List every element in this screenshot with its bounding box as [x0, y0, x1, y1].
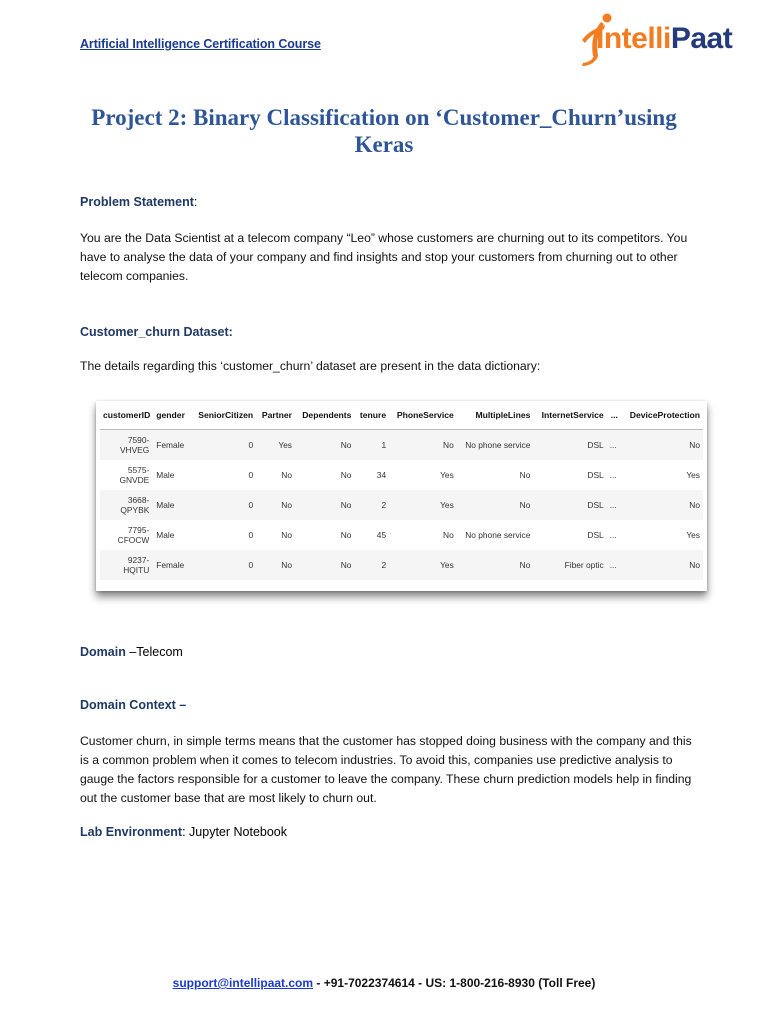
- table-cell: Male: [156, 529, 175, 540]
- lab-environment-line: Lab Environment: Jupyter Notebook: [80, 825, 288, 839]
- table-cell: 7795-CFOCW: [117, 524, 150, 545]
- footer-contact: [0, 976, 768, 990]
- table-cell: No: [389, 430, 457, 460]
- table-cell: ...: [607, 550, 621, 580]
- column-header: gender: [153, 407, 190, 430]
- table-cell: 34: [376, 469, 387, 480]
- table-cell: ...: [609, 469, 617, 480]
- table-cell: Yes: [686, 529, 700, 540]
- table-cell: 2: [354, 490, 389, 520]
- table-cell: 3668-QPYBK: [100, 490, 153, 520]
- column-header: PhoneService: [389, 407, 457, 430]
- footer-phone-text: - +91-7022374614 - US: 1-800-216-8930 (Toll Free): [313, 976, 596, 990]
- table-cell: Yes: [440, 469, 454, 480]
- table-row: [100, 520, 703, 550]
- table-cell: No: [621, 430, 703, 460]
- column-header: tenure: [354, 407, 389, 430]
- table-cell: Yes: [389, 550, 457, 580]
- problem-statement-heading: Problem Statement:: [80, 195, 198, 209]
- table-cell: Female: [153, 430, 190, 460]
- table-cell: No: [295, 430, 354, 460]
- table-cell: No: [519, 469, 531, 480]
- table-cell: Female: [153, 550, 190, 580]
- dataset-heading: Customer_churn Dataset:: [80, 325, 233, 339]
- table-cell: Male: [153, 490, 190, 520]
- table-cell: DSL: [533, 430, 606, 460]
- table-header-row: [100, 407, 703, 430]
- table-row: [100, 550, 703, 580]
- table-cell: 0: [191, 490, 257, 520]
- table-cell: 45: [376, 529, 387, 540]
- table-cell: No: [295, 490, 354, 520]
- table-cell: DSL: [587, 529, 604, 540]
- table-cell: Yes: [389, 490, 457, 520]
- support-email-link[interactable]: support@intellipaat.com: [172, 976, 314, 990]
- table-cell: No: [295, 550, 354, 580]
- table-cell: No: [621, 550, 703, 580]
- table-cell: No phone service: [465, 529, 531, 540]
- table-cell: No: [457, 490, 534, 520]
- table-cell: No: [281, 529, 292, 540]
- table-row: [100, 490, 703, 520]
- dataset-preview-table: [96, 401, 707, 591]
- table-cell: No: [621, 490, 703, 520]
- column-header: Partner: [256, 407, 295, 430]
- table-cell: DSL: [533, 490, 606, 520]
- table-cell: No: [256, 550, 295, 580]
- table-cell: 0: [191, 550, 257, 580]
- column-header: Dependents: [295, 407, 354, 430]
- logo-wordmark: IntelliPaat: [596, 22, 733, 55]
- page-title: Project 2: Binary Classification on ‘Customer_Churn’using Keras: [91, 105, 677, 157]
- table-cell: 5575-GNVDE: [119, 464, 150, 485]
- intellipaat-logo: [574, 10, 740, 70]
- table-cell: Yes: [256, 430, 295, 460]
- domain-context-text: Customer churn, in simple terms means that the customer has stopped doing business with the company and this is a common problem when it comes to telecom industries. To avoid this, companies use predictive analysis to gauge the factors responsible for a customer to leave the company. These churn prediction models help in finding out the customer base that are most likely to churn out.: [80, 734, 692, 805]
- domain-line: Domain –Telecom: [80, 645, 183, 659]
- domain-context-heading: Domain Context –: [80, 698, 187, 712]
- table-cell: No: [340, 469, 352, 480]
- table-cell: 1: [354, 430, 389, 460]
- problem-statement-text: You are the Data Scientist at a telecom company “Leo” whose customers are churning out to its competitors. You have to analyse the data of your company and find insights and stop your customers from churning out to other telecom companies.: [80, 231, 688, 283]
- column-header: MultipleLines: [457, 407, 534, 430]
- table-cell: Male: [156, 469, 175, 480]
- table-cell: No: [281, 469, 292, 480]
- table-cell: No: [443, 529, 454, 540]
- table-cell: ...: [607, 490, 621, 520]
- column-header: InternetService: [533, 407, 606, 430]
- table-row: [100, 430, 703, 460]
- table-cell: 7590-VHVEG: [100, 430, 153, 460]
- table-cell: ...: [609, 529, 617, 540]
- column-header: ...: [607, 407, 621, 430]
- table-cell: ...: [607, 430, 621, 460]
- table-cell: 0: [248, 469, 254, 480]
- table-cell: 0: [191, 430, 257, 460]
- column-header: customerID: [100, 407, 153, 430]
- table-cell: Yes: [686, 469, 700, 480]
- table-cell: 9237-HQITU: [100, 550, 153, 580]
- table-cell: No: [340, 529, 352, 540]
- column-header: DeviceProtection: [621, 407, 703, 430]
- column-header: SeniorCitizen: [191, 407, 257, 430]
- table-cell: No phone service: [457, 430, 534, 460]
- table-cell: No: [457, 550, 534, 580]
- table-cell: 2: [354, 550, 389, 580]
- dataset-text: The details regarding this ‘customer_churn’ dataset are present in the data dictionary:: [80, 359, 541, 373]
- table-row: [100, 460, 703, 490]
- table-cell: Fiber optic: [533, 550, 606, 580]
- course-link[interactable]: Artificial Intelligence Certification Course: [80, 37, 321, 51]
- table-cell: No: [256, 490, 295, 520]
- table-cell: DSL: [587, 469, 604, 480]
- table-cell: 0: [248, 529, 254, 540]
